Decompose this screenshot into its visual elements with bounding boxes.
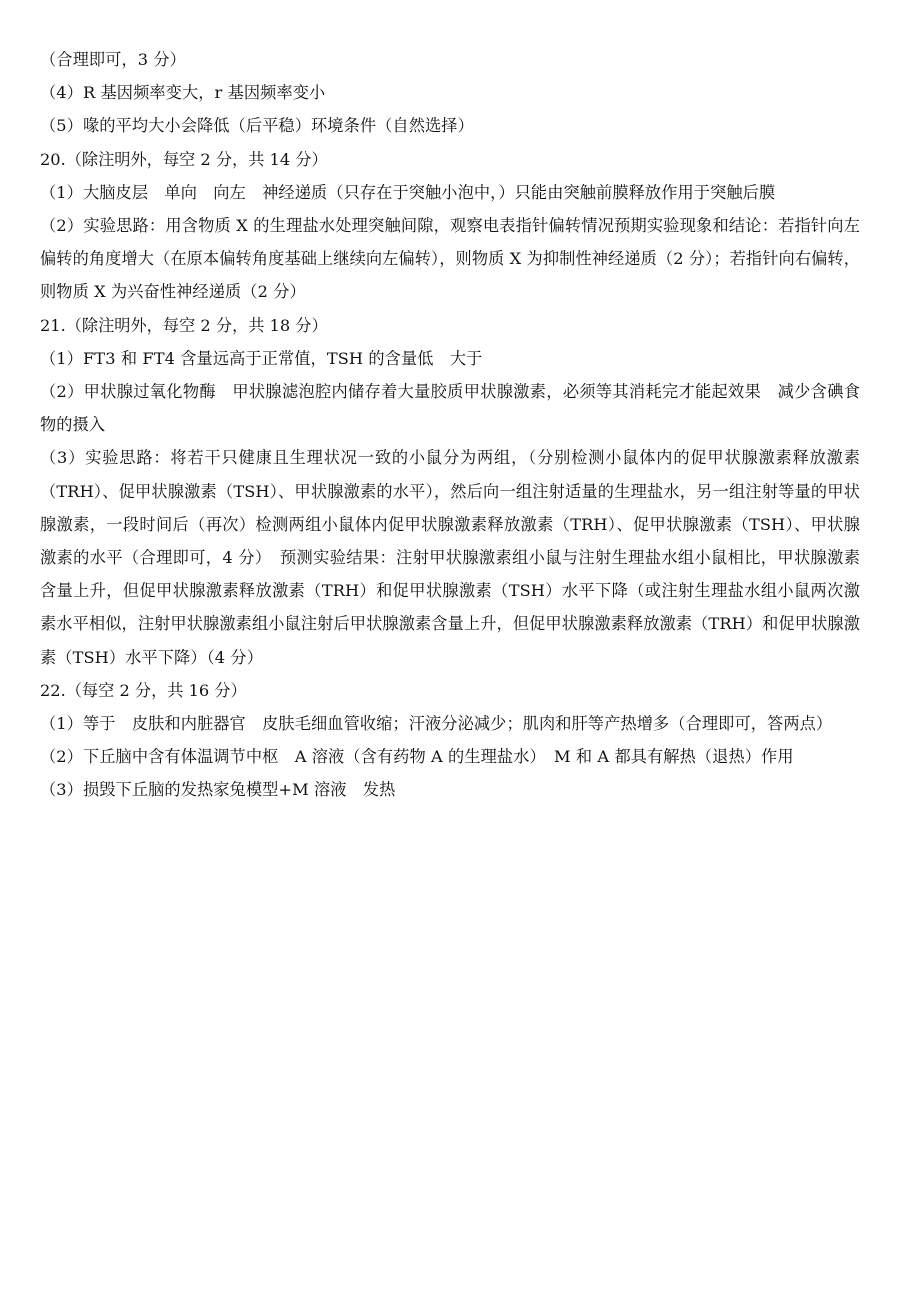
q22-part-1: （1）等于 皮肤和内脏器官 皮肤毛细血管收缩；汗液分泌减少；肌肉和肝等产热增多（合理即可，答两点） [40,714,833,734]
q21-part-1: （1）FT3 和 FT4 含量远高于正常值，TSH 的含量低 大于 [40,348,483,368]
q22-heading: 22.（每空 2 分，共 16 分） [40,680,247,700]
q22-part-2: （2）下丘脑中含有体温调节中枢 A 溶液（含有药物 A 的生理盐水） M 和 A 都具有解热（退热）作用 [40,747,794,767]
q19-part-4: （4）R 基因频率变大，r 基因频率变小 [40,83,326,103]
q20-part-2: （2）实验思路：用含物质 X 的生理盐水处理突触间隙，观察电表指针偏转情况预期实验现象和结论：若指针向左偏转的角度增大（在原本偏转角度基础上继续向左偏转），则物质 X 为抑制性神经递质（2 分）；若指针向右偏转，则物质 X 为兴奋性神经递质（2 分） [40,216,860,302]
q22-part-3: （3）损毁下丘脑的发热家兔模型+M 溶液 发热 [40,780,396,800]
q21-part-2: （2）甲状腺过氧化物酶 甲状腺滤泡腔内储存着大量胶质甲状腺激素，必须等其消耗完才能起效果 减少含碘食物的摄入 [40,382,860,435]
q20-heading: 20.（除注明外，每空 2 分，共 14 分） [40,149,328,169]
q21-heading: 21.（除注明外，每空 2 分，共 18 分） [40,315,328,335]
q19-score-note: （合理即可，3 分） [40,50,186,69]
q20-part-1: （1）大脑皮层 单向 向左 神经递质（只存在于突触小泡中，）只能由突触前膜释放作用于突触后膜 [40,182,776,202]
answer-key-page [40,43,860,807]
q21-part-3: （3）实验思路：将若干只健康且生理状况一致的小鼠分为两组，（分别检测小鼠体内的促甲状腺激素释放激素（TRH）、促甲状腺激素（TSH）、甲状腺激素的水平），然后向一组注射适量的生理盐水，另一组注射等量的甲状腺激素，一段时间后（再次）检测两组小鼠体内促甲状腺激素释放激素（TRH）、促甲状腺激素（TSH）、甲状腺激素的水平（合理即可，4 分） 预测实验结果：注射甲状腺激素组小鼠与注射生理盐水组小鼠相比，甲状腺激素含量上升，但促甲状腺激素释放激素（TRH）和促甲状腺激素（TSH）水平下降（或注射生理盐水组小鼠两次激素水平相似，注射甲状腺激素组小鼠注射后甲状腺激素含量上升，但促甲状腺激素释放激素（TRH）和促甲状腺激素（TSH）水平下降）（4 分） [40,448,860,667]
q19-part-5: （5）喙的平均大小会降低（后平稳）环境条件（自然选择） [40,116,474,136]
